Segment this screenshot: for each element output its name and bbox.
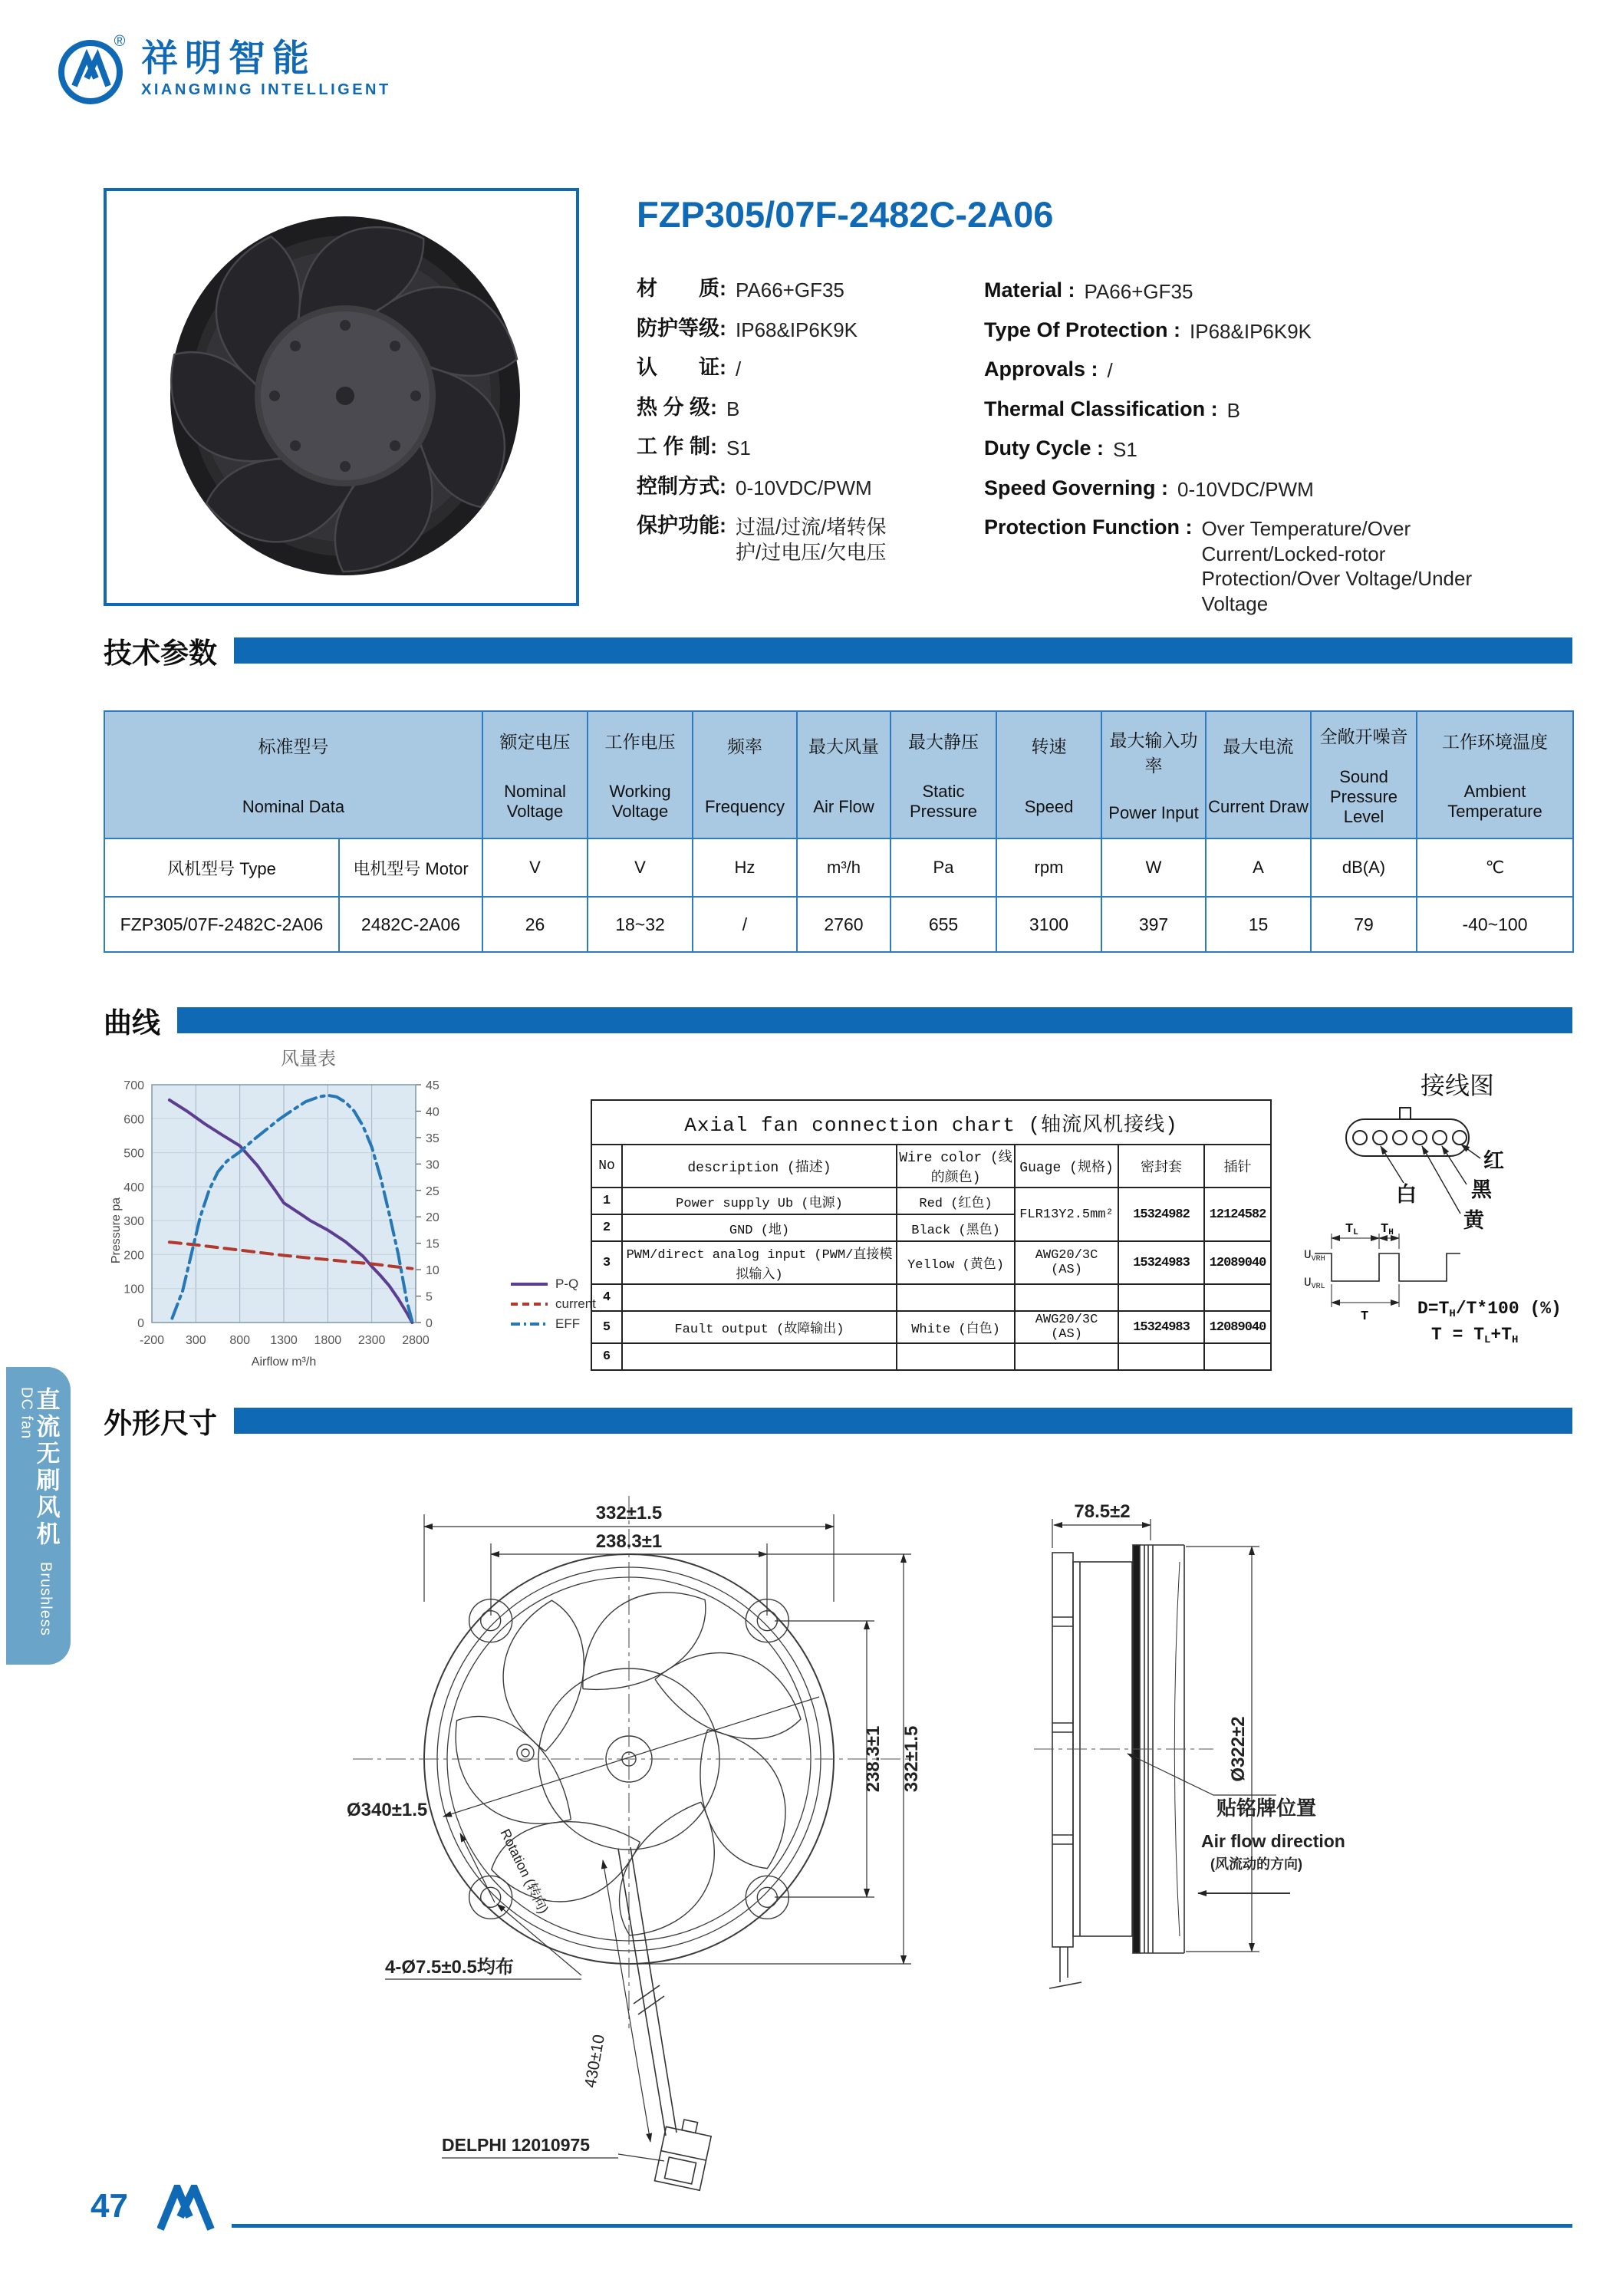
svg-text:2800: 2800: [402, 1334, 430, 1347]
spec-label: Duty Cycle :: [984, 436, 1104, 460]
footer-brand-mark-icon: [157, 2185, 231, 2231]
unit-cell: V: [482, 838, 588, 897]
brand-logo: [55, 31, 391, 107]
legend-label: current: [555, 1296, 596, 1311]
svg-text:500: 500: [123, 1147, 144, 1161]
unit-cell: 风机型号 Type: [104, 838, 339, 897]
spec-label: Type Of Protection :: [984, 318, 1181, 341]
wire-label-yellow: 黄: [1463, 1211, 1484, 1234]
svg-text:T: T: [1361, 1309, 1369, 1324]
spec-value: Over Temperature/Over Current/Locked-rotor Protection/Over Voltage/Under Voltage: [1201, 517, 1473, 615]
data-cell: 397: [1101, 897, 1206, 952]
dim-ring-diameter: Ø322±2: [1228, 1716, 1249, 1782]
svg-text:400: 400: [123, 1181, 144, 1194]
table-data-row: [104, 897, 1573, 952]
col-header: Current Draw: [1208, 796, 1309, 816]
spec-value: S1: [1113, 438, 1137, 461]
col-header: Nominal Data: [242, 796, 345, 816]
unit-cell: m³/h: [797, 838, 891, 897]
unit-cell: W: [1101, 838, 1206, 897]
svg-text:UVRH: UVRH: [1304, 1248, 1325, 1263]
spec-value: 0-10VDC/PWM: [1177, 477, 1314, 501]
wiring-title: 接线图: [1420, 1073, 1495, 1102]
spec-label: 防护等级:: [637, 316, 726, 340]
spec-value: IP68&IP6K9K: [1190, 319, 1312, 343]
col-header: Nominal Voltage: [504, 782, 566, 822]
dimension-drawing-front: [337, 1473, 1028, 2209]
sidebar-category-tab: [6, 1367, 71, 1665]
brand-name-en: XIANGMING INTELLIGENT: [141, 81, 391, 98]
legend-label: EFF: [555, 1316, 581, 1331]
dim-bolt-height: 238.3±1: [863, 1725, 884, 1793]
pwm-waveform: [1315, 1253, 1460, 1281]
dim-outer-width: 332±1.5: [595, 1503, 663, 1524]
pwm-formula-duty: D=TH/T*100 (%): [1417, 1299, 1562, 1320]
svg-text:0: 0: [426, 1317, 433, 1330]
col-header: 插针: [1204, 1145, 1271, 1188]
connection-table-title-row: [591, 1100, 1271, 1145]
svg-text:1300: 1300: [270, 1334, 298, 1347]
table-row: 5 Fault output (故障输出) White (白色) AWG20/3C (AS) 15324983 12089040: [591, 1311, 1271, 1343]
wire-label-red: 红: [1483, 1151, 1504, 1174]
connection-table-title: Axial fan connection chart (轴流风机接线): [591, 1100, 1271, 1145]
table-row: 6: [591, 1343, 1271, 1370]
col-header: 最大风量: [808, 736, 879, 757]
svg-text:35: 35: [426, 1132, 439, 1145]
spec-list-en: [984, 278, 1598, 629]
col-header: Working Voltage: [609, 782, 671, 822]
spec-value: S1: [726, 436, 751, 460]
col-header: 最大输入功率: [1109, 730, 1198, 776]
legend-label: P-Q: [555, 1276, 579, 1291]
wire-label-white: 白: [1396, 1185, 1417, 1208]
svg-text:100: 100: [123, 1283, 144, 1296]
spec-value: B: [726, 397, 740, 420]
tech-params-table: [104, 710, 1574, 953]
data-cell: 2760: [797, 897, 891, 952]
svg-text:UVRL: UVRL: [1304, 1276, 1325, 1291]
col-header: 转速: [1031, 736, 1067, 757]
page-title: FZP305/07F-2482C-2A06: [637, 194, 1054, 235]
svg-text:15: 15: [426, 1237, 439, 1251]
col-header: Guage (规格): [1015, 1145, 1118, 1188]
chart-legend: [509, 1276, 596, 1332]
spec-value: IP68&IP6K9K: [736, 318, 858, 341]
footer-divider: [232, 2224, 1572, 2228]
table-header-row: [104, 711, 1573, 838]
unit-cell: ℃: [1417, 838, 1573, 897]
spec-value: 0-10VDC/PWM: [736, 476, 872, 499]
spec-label: 热 分 级:: [637, 395, 717, 419]
table-row: 4: [591, 1284, 1271, 1311]
data-cell: 655: [891, 897, 996, 952]
section-bar: [177, 1007, 1572, 1033]
data-cell: 15: [1206, 897, 1311, 952]
table-row: 2 GND (地) Black (黑色): [591, 1214, 1271, 1241]
col-header: description (描述): [622, 1145, 897, 1188]
page-number: 47: [91, 2187, 128, 2225]
wire-length-dim: 430±10: [581, 2033, 608, 2090]
data-cell: 79: [1311, 897, 1417, 952]
nameplate-label: 贴铭牌位置: [1216, 1797, 1317, 1820]
pwm-formula-period: T = TL+TH: [1431, 1325, 1519, 1346]
svg-text:200: 200: [123, 1249, 144, 1263]
svg-text:25: 25: [426, 1184, 439, 1198]
svg-text:20: 20: [426, 1211, 439, 1225]
svg-text:5: 5: [426, 1290, 433, 1304]
product-photo-frame: [104, 188, 579, 606]
col-header: 标准型号: [258, 736, 329, 757]
data-cell: 2482C-2A06: [339, 897, 482, 952]
svg-text:700: 700: [123, 1079, 144, 1092]
data-cell: 18~32: [588, 897, 693, 952]
svg-text:TL: TL: [1345, 1222, 1358, 1237]
spec-label: 工 作 制:: [637, 435, 717, 458]
col-header: Static Pressure: [909, 782, 978, 822]
spec-label: Thermal Classification :: [984, 397, 1218, 420]
unit-cell: A: [1206, 838, 1311, 897]
section-title: 曲线: [104, 1007, 160, 1039]
section-title: 外形尺寸: [104, 1408, 217, 1439]
section-bar: [234, 1408, 1572, 1434]
spec-value: /: [1107, 359, 1113, 382]
legend-swatch-eff: [509, 1319, 549, 1329]
chart-title: 风量表: [281, 1049, 336, 1069]
col-header: 全敞开噪音: [1319, 726, 1408, 747]
table-units-row: [104, 838, 1573, 897]
spec-value: PA66+GF35: [1084, 280, 1193, 303]
col-header: 工作电压: [604, 731, 676, 752]
data-cell: 26: [482, 897, 588, 952]
unit-cell: rpm: [996, 838, 1101, 897]
col-header: No: [591, 1145, 622, 1188]
wire-label-black: 黑: [1471, 1181, 1492, 1204]
svg-text:TH: TH: [1381, 1222, 1394, 1237]
mounting-holes-label: 4-Ø7.5±0.5均布: [385, 1957, 514, 1978]
spec-value: /: [736, 357, 742, 380]
col-header: 工作环境温度: [1442, 731, 1548, 752]
unit-cell: Hz: [693, 838, 797, 897]
brand-mark-icon: [55, 31, 129, 107]
connection-chart-table: [591, 1099, 1272, 1371]
spec-value: PA66+GF35: [736, 278, 844, 301]
airflow-direction-en: Air flow direction: [1201, 1831, 1345, 1851]
svg-text:1800: 1800: [314, 1334, 342, 1347]
table-row: 1 Power supply Ub (电源) Red (红色) FLR13Y2.5mm² 15324982 12124582: [591, 1188, 1271, 1214]
y-axis-label: Pressure pa: [110, 1197, 123, 1264]
col-header: Speed: [1024, 796, 1074, 816]
unit-cell: Pa: [891, 838, 996, 897]
spec-label: Material :: [984, 278, 1075, 301]
connector-part-label: DELPHI 12010975: [442, 2135, 591, 2155]
section-bar: [234, 637, 1572, 664]
section-header-dims: [104, 1405, 1572, 1439]
data-cell: -40~100: [1417, 897, 1573, 952]
col-header: Air Flow: [813, 796, 874, 816]
data-cell: 3100: [996, 897, 1101, 952]
airflow-direction-cn: (风流动的方向): [1210, 1856, 1302, 1872]
svg-text:40: 40: [426, 1105, 439, 1119]
col-header: Wire color (线的颜色): [897, 1145, 1015, 1188]
brand-name-cn: 祥明智能: [141, 38, 317, 80]
pq-chart: [107, 1037, 598, 1402]
svg-text:800: 800: [229, 1334, 251, 1347]
legend-swatch-pq: [509, 1279, 549, 1290]
sidebar-label-cn: 直流无刷风机: [32, 1387, 60, 1548]
spec-label: Approvals :: [984, 357, 1098, 380]
spec-list-cn: [637, 276, 982, 578]
col-header: Frequency: [705, 796, 785, 816]
col-header: 额定电压: [499, 731, 571, 752]
dim-depth: 78.5±2: [1074, 1501, 1131, 1522]
svg-text:0: 0: [137, 1317, 144, 1330]
svg-text:30: 30: [426, 1158, 439, 1172]
data-cell: FZP305/07F-2482C-2A06: [104, 897, 339, 952]
rotation-label: Rotation (转向): [497, 1826, 552, 1916]
unit-cell: 电机型号 Motor: [339, 838, 482, 897]
dim-diameter: Ø340±1.5: [347, 1800, 428, 1820]
col-header: 频率: [727, 736, 762, 757]
x-axis-label: Airflow m³/h: [251, 1356, 317, 1369]
unit-cell: dB(A): [1311, 838, 1417, 897]
data-cell: /: [693, 897, 797, 952]
svg-text:300: 300: [185, 1334, 206, 1347]
col-header: Sound Pressure Level: [1329, 766, 1398, 826]
dimension-drawing-side: [1020, 1488, 1572, 2010]
spec-value: 过温/过流/堵转保护/过电压/欠电压: [736, 516, 887, 564]
spec-label: 保护功能:: [637, 514, 726, 537]
spec-value: B: [1226, 398, 1240, 422]
table-row: 3 PWM/direct analog input (PWM/直接模拟输入) Yellow (黄色) AWG20/3C (AS) 15324983 12089040: [591, 1241, 1271, 1284]
sidebar-label-en: Brushless DC fan: [18, 1387, 54, 1637]
col-header: 最大电流: [1223, 736, 1294, 757]
registered-mark: ®: [114, 33, 126, 50]
dim-bolt-width: 238.3±1: [595, 1531, 663, 1552]
svg-text:-200: -200: [139, 1334, 165, 1347]
svg-text:10: 10: [426, 1264, 439, 1278]
section-header-tech: [104, 635, 1572, 669]
col-header: Power Input: [1108, 803, 1199, 822]
col-header: 密封套: [1118, 1145, 1204, 1188]
section-header-curves: [104, 1005, 1572, 1039]
spec-label: 控制方式:: [637, 474, 726, 498]
unit-cell: V: [588, 838, 693, 897]
legend-swatch-current: [509, 1299, 549, 1309]
svg-text:2300: 2300: [357, 1334, 386, 1347]
connection-table-header-row: [591, 1145, 1271, 1188]
spec-label: Speed Governing :: [984, 476, 1169, 499]
wiring-diagram: [1304, 1060, 1623, 1505]
svg-text:600: 600: [123, 1113, 144, 1127]
col-header: Ambient Temperature: [1447, 782, 1542, 822]
spec-label: Protection Function :: [984, 516, 1193, 539]
spec-label: 材 质:: [637, 277, 726, 300]
section-title: 技术参数: [104, 637, 217, 669]
svg-text:45: 45: [426, 1079, 439, 1092]
dim-outer-height: 332±1.5: [901, 1725, 922, 1793]
product-photo: [150, 206, 533, 589]
spec-label: 认 证:: [637, 356, 726, 379]
col-header: 最大静压: [908, 731, 979, 752]
svg-text:300: 300: [123, 1215, 144, 1229]
